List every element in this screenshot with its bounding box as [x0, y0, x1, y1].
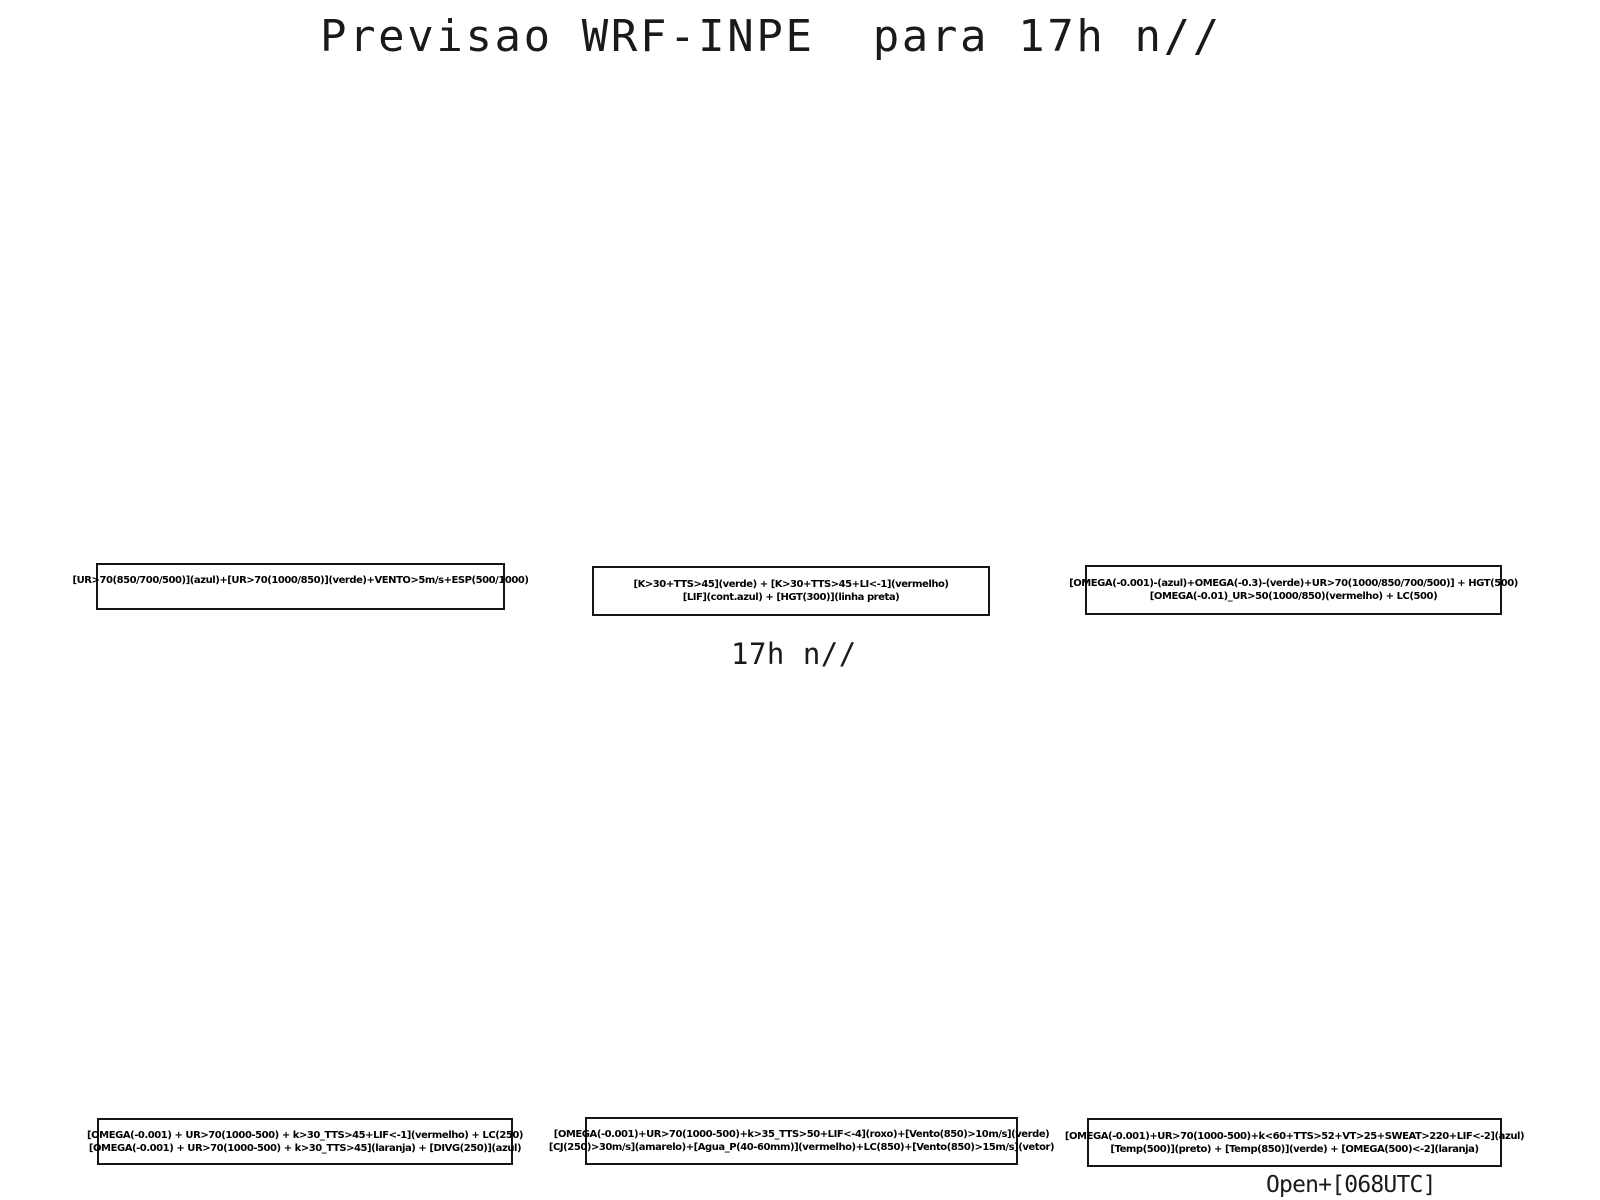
legend-box-bottom-right: [1064, 1118, 1525, 1167]
legend-line: [OMEGA(-0.001)-(azul)+OMEGA(-0.3)-(verde)+UR>70(1000/850/700/500)] + HGT(500): [1069, 578, 1518, 589]
page-title: Previsao WRF-INPE para 17h n//: [320, 11, 1222, 62]
legend-line: [CJ(250)>30m/s](amarelo)+[Agua_P(40-60mm)](vermelho)+LC(850)+[Vento(850)>15m/s](vetor): [548, 1142, 1055, 1153]
legend-line: [LIF](cont.azul) + [HGT(300)](linha preta): [682, 592, 900, 603]
legend-line: [K>30+TTS>45](verde) + [K>30+TTS>45+LI<-1](vermelho): [633, 579, 949, 590]
legend-line: [UR>70(850/700/500)](azul)+[UR>70(1000/850)](verde)+VENTO>5m/s+ESP(500/1000): [72, 574, 529, 586]
legend-box-bottom-middle: [548, 1117, 1055, 1165]
legend-line: [OMEGA(-0.001) + UR>70(1000-500) + k>30_TTS>45](laranja) + [DIVG(250)](azul): [88, 1142, 522, 1154]
legend-line: [Temp(500)](preto) + [Temp(850)](verde) + [OMEGA(500)<-2](laranja): [1110, 1143, 1479, 1155]
legend-line: [OMEGA(-0.01)_UR>50(1000/850)(vermelho) + LC(500): [1149, 591, 1438, 602]
legend-line: [OMEGA(-0.001)+UR>70(1000-500)+k>35_TTS>50+LIF<-4](roxo)+[Vento(850)>10m/s](verde): [553, 1129, 1050, 1140]
legend-box-top-left: [72, 563, 529, 610]
legend-line: [OMEGA(-0.001) + UR>70(1000-500) + k>30_TTS>45+LIF<-1](vermelho) + LC(250): [87, 1129, 523, 1141]
legend-box-bottom-left: [87, 1118, 523, 1165]
legend-box-top-right: [1069, 565, 1518, 615]
footer-validity-label: Open+[068UTC]: [1266, 1172, 1436, 1198]
legend-box-top-middle: [592, 566, 990, 616]
legend-line: [OMEGA(-0.001)+UR>70(1000-500)+k<60+TTS>52+VT>25+SWEAT>220+LIF<-2](azul): [1064, 1130, 1525, 1142]
panel-time-label: 17h n//: [731, 637, 857, 671]
